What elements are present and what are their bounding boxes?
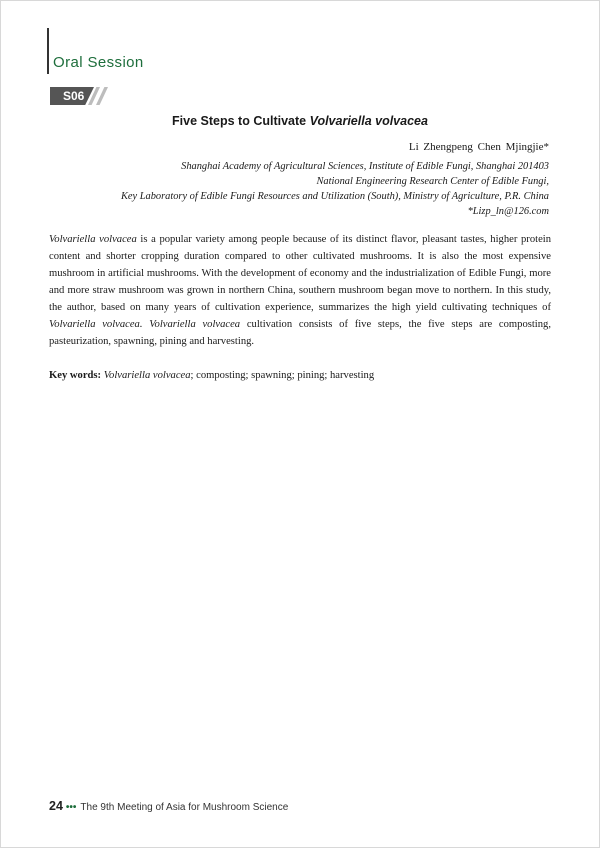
- title-plain: Five Steps to Cultivate: [172, 114, 310, 128]
- affiliation-2: National Engineering Research Center of Edible Fungi,: [316, 176, 549, 187]
- abstract-text-2: cultivation consists of five steps, the five steps are composting, pasteurization, spawning, pining and harvesting.: [49, 319, 551, 347]
- keywords-list: ; composting; spawning; pining; harvesting: [190, 370, 375, 381]
- session-badge: [50, 87, 110, 105]
- affiliation-3: Key Laboratory of Edible Fungi Resources and Utilization (South), Ministry of Agriculture, P.R. China: [120, 191, 549, 202]
- abstract-species: Volvariella volvacea: [149, 319, 241, 330]
- abstract-species: Volvariella volvacea: [49, 234, 137, 245]
- keywords-label: Key words:: [49, 370, 102, 381]
- keywords: [49, 370, 374, 381]
- authors: Li Zhengpeng Chen Mjingjie*: [408, 141, 549, 153]
- page-footer: [49, 799, 288, 813]
- footer-text: The 9th Meeting of Asia for Mushroom Science: [80, 802, 289, 813]
- badge-label: S06: [63, 89, 85, 103]
- page-number: 24: [49, 799, 63, 813]
- session-title: Oral Session: [53, 54, 144, 71]
- abstract-text-1: is a popular variety among people because of its distinct flavor, pleasant tastes, higher protein content and shorter cropping duration compared to other cultivated mushrooms. It is also the most expensive mushroom in artificial mushrooms. With the development of economy and the industrialization of Edible Fungi, more and more straw mushroom was grown in northern China, southern mushroom began move to northern. In this study, the author, based on many years of cultivation experience, summarizes the high yield cultivating techniques of: [49, 234, 552, 313]
- title-species: Volvariella volvacea: [309, 114, 428, 128]
- abstract-species: Volvariella volvacea.: [49, 319, 143, 330]
- footer-dots: •••: [65, 802, 77, 813]
- keyword-species: Volvariella volvacea: [103, 370, 191, 381]
- abstract: [49, 231, 551, 350]
- affiliation-1: Shanghai Academy of Agricultural Sciences, Institute of Edible Fungi, Shanghai 201403: [181, 161, 549, 172]
- paper-title: [0, 114, 600, 128]
- author-email: *Lizp_ln@126.com: [467, 206, 549, 217]
- session-bar: [47, 28, 49, 74]
